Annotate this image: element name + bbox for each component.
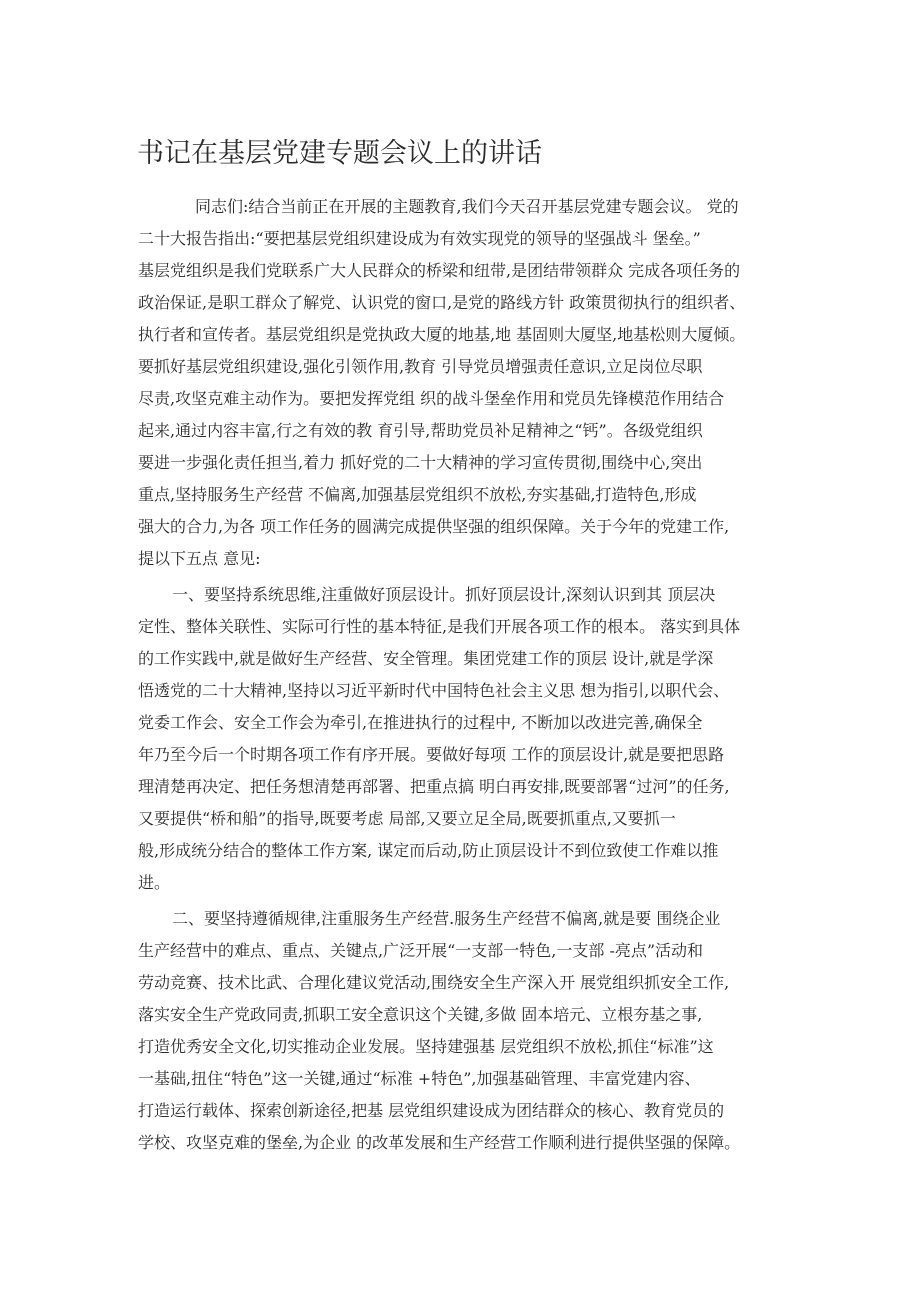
paragraph-line: 打造运行载体、探索创新途径,把基 层党组织建设成为团结群众的核心、教育党员的 [138,1101,725,1120]
paragraph-line: 尽责,攻坚克难主动作为。要把发挥党组 织的战斗堡垒作用和党员先锋模范作用结合 [138,389,725,408]
paragraph-line: 强大的合力,为各 项工作任务的圆满完成提供坚强的组织保障。关于今年的党建工作, [138,517,730,536]
paragraph-line: 的工作实践中,就是做好生产经营、安全管理。集团党建工作的顶层 设计,就是学深 [138,649,714,668]
paragraph-line: 一基础,扭住“特色”这一关键,通过“标准 +特色”,加强基础管理、丰富党建内容、 [138,1069,701,1088]
paragraph-line: 要抓好基层党组织建设,强化引领作用,教育 引导党员增强责任意识,立足岗位尽职 [138,357,703,376]
paragraph-line: 提以下五点 意见: [138,549,261,568]
paragraph-line: 同志们:结合当前正在开展的主题教育,我们今天召开基层党建专题会议。 党的 [195,197,739,216]
paragraph-line: 定性、整体关联性、实际可行性的基本特征,是我们开展各项工作的根本。 落实到具体 [138,617,741,636]
section-two-heading-line: 二、要坚持遵循规律,注重服务生产经营.服务生产经营不偏离,就是要 围绕企业 [172,909,721,928]
paragraph-line: 要进一步强化责任担当,着力 抓好党的二十大精神的学习宣传贯彻,围绕中心,突出 [138,453,703,472]
paragraph-line: 重点,坚持服务生产经营 不偏离,加强基层党组织不放松,夯实基础,打造特色,形成 [138,485,697,504]
paragraph-line: 悟透党的二十大精神,坚持以习近平新时代中国特色社会主义思 想为指引,以职代会、 [138,681,730,700]
paragraph-line: 生产经营中的难点、重点、关键点,广泛开展“一支部一特色,一支部 -亮点”活动和 [138,941,704,960]
paragraph-line: 二十大报告指出:“要把基层党组织建设成为有效实现党的领导的坚强战斗 堡垒。” [138,229,701,248]
paragraph-line: 执行者和宣传者。基层党组织是党执政大厦的地基,地 基固则大厦坚,地基松则大厦倾。 [138,325,746,344]
paragraph-line: 落实安全生产党政同责,抓职工安全意识这个关键,多做 固本培元、立根夯基之事, [138,1005,703,1024]
document-title: 书记在基层党建专题会议上的讲话 [137,138,542,169]
paragraph-line: 又要提供“桥和船”的指导,既要考虑 局部,又要立足全局,既要抓重点,又要抓一 [138,809,676,828]
paragraph-line: 般,形成统分结合的整体工作方案, 谋定而后动,防止顶层设计不到位致使工作难以推 [138,841,719,860]
paragraph-line: 理清楚再决定、把任务想清楚再部署、把重点搞 明白再安排,既要部署“过河”的任务, [138,777,730,796]
section-one-heading-line: 一、要坚持系统思维,注重做好顶层设计。抓好顶层设计,深刻认识到其 顶层决 [172,585,716,604]
paragraph-line: 基层党组织是我们党联系广大人民群众的桥梁和纽带,是团结带领群众 完成各项任务的 [138,261,741,280]
paragraph-line: 劳动竞赛、技术比武、合理化建议党活动,围绕安全生产深入开 展党组织抓安全工作, [138,973,730,992]
paragraph-line: 年乃至今后一个时期各项工作有序开展。要做好每项 工作的顶层设计,就是要把思路 [138,745,725,764]
paragraph-line: 学校、攻坚克难的堡垒,为企业 的改革发展和生产经营工作顺利进行提供坚强的保障。 [138,1133,741,1152]
paragraph-line: 起来,通过内容丰富,行之有效的教 育引导,帮助党员补足精神之“钙”。各级党组织 [138,421,703,440]
paragraph-line: 打造优秀安全文化,切实推动企业发展。坚持建强基 层党组织不放松,抓住“标准”这 [138,1037,714,1056]
paragraph-line: 进。 [138,873,171,892]
paragraph-line: 政治保证,是职工群众了解党、认识党的窗口,是党的路线方针 政策贯彻执行的组织者、 [138,293,746,312]
paragraph-line: 党委工作会、安全工作会为牵引,在推进执行的过程中, 不断加以改进完善,确保全 [138,713,703,732]
